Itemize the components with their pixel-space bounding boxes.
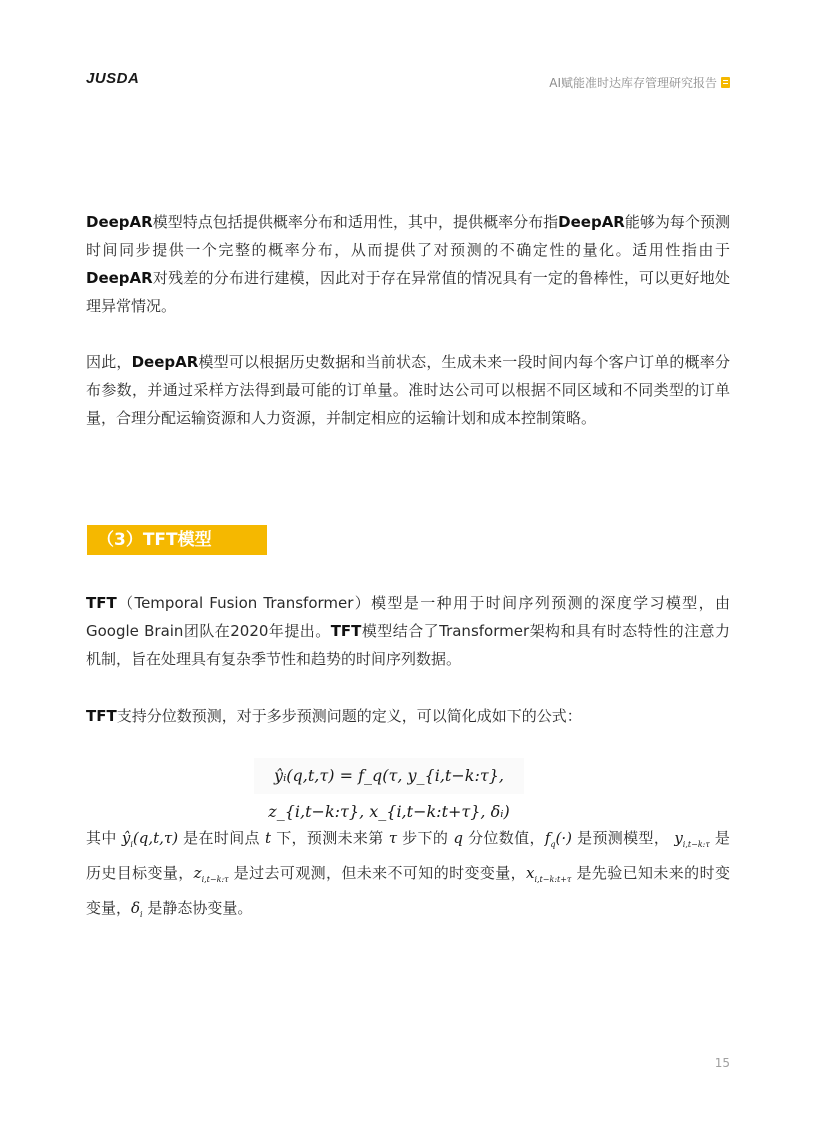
section-heading-tft: （3）TFT模型 — [87, 525, 267, 555]
paragraph-tft-quantile: TFT支持分位数预测，对于多步预测问题的定义，可以简化成如下的公式： — [86, 707, 582, 725]
symbol-y: $y_{i,t-k:\tau}$ — [674, 829, 710, 849]
paragraph-deepar-features: DeepAR模型特点包括提供概率分布和适用性，其中，提供概率分布指DeepAR能够为每个预测时间同步提供一个完整的概率分布，从而提供了对预测的不确定性的量化。适用性指由于DeepAR对残差的分布进行建模，因此对于存在异常值的情况具有一定的鲁棒性，可以更好地处理异常情况。 — [86, 213, 730, 315]
symbol-delta: $\delta_i$ — [131, 899, 143, 919]
report-title-text: AI赋能准时达库存管理研究报告 — [549, 76, 717, 90]
symbol-q: q — [453, 829, 463, 847]
paragraph-deepar-application: 因此，DeepAR模型可以根据历史数据和当前状态，生成未来一段时间内每个客户订单的概率分布参数，并通过采样方法得到最可能的订单量。准时达公司可以根据不同区域和不同类型的订单量，合理分配运输资源和人力资源，并制定相应的运输计划和成本控制策略。 — [86, 353, 730, 427]
paragraph-tft-intro: TFT（Temporal Fusion Transformer）模型是一种用于时间序列预测的深度学习模型，由Google Brain团队在2020年提出。TFT模型结合了Transformer架构和具有时态特性的注意力机制，旨在处理具有复杂季节性和趋势的时间序列数据。 — [86, 594, 730, 668]
symbol-z: $z_{i,t-k:\tau}$ — [193, 864, 229, 884]
symbol-y-hat: $ŷ_i(q,t,\tau)$ — [121, 829, 179, 849]
jusda-logo: JUSDA — [86, 70, 140, 87]
symbol-fq: $f_q(\cdot)$ — [544, 829, 572, 849]
document-icon — [721, 77, 730, 88]
symbol-tau: τ — [388, 829, 398, 847]
report-title — [549, 74, 730, 91]
formula-quantile-forecast: ŷᵢ(q,t,τ) = f_q(τ, y_{i,t−k:τ}, z_{i,t−k:τ}, x_{i,t−k:t+τ}, δᵢ) — [254, 758, 524, 794]
paragraph-formula-explanation: 其中 $ŷ_i(q,t,\tau)$ 是在时间点 t 下，预测未来第 τ 步下的 q 分位数值，$f_q(\cdot)$ 是预测模型， $y_{i,t-k:\tau}$ 是历史目标变量，$z_{i,t-k:\tau}$ 是过去可观测，但未来不可知的时变变量，$x_{i,t-k:t+\tau}$ 是先验已知未来的时变变量，$\delta_i$ 是静态协变量。 — [86, 829, 730, 919]
page-number: 15 — [714, 1056, 730, 1070]
symbol-x: $x_{i,t-k:t+\tau}$ — [525, 864, 572, 884]
symbol-t: t — [265, 829, 272, 847]
